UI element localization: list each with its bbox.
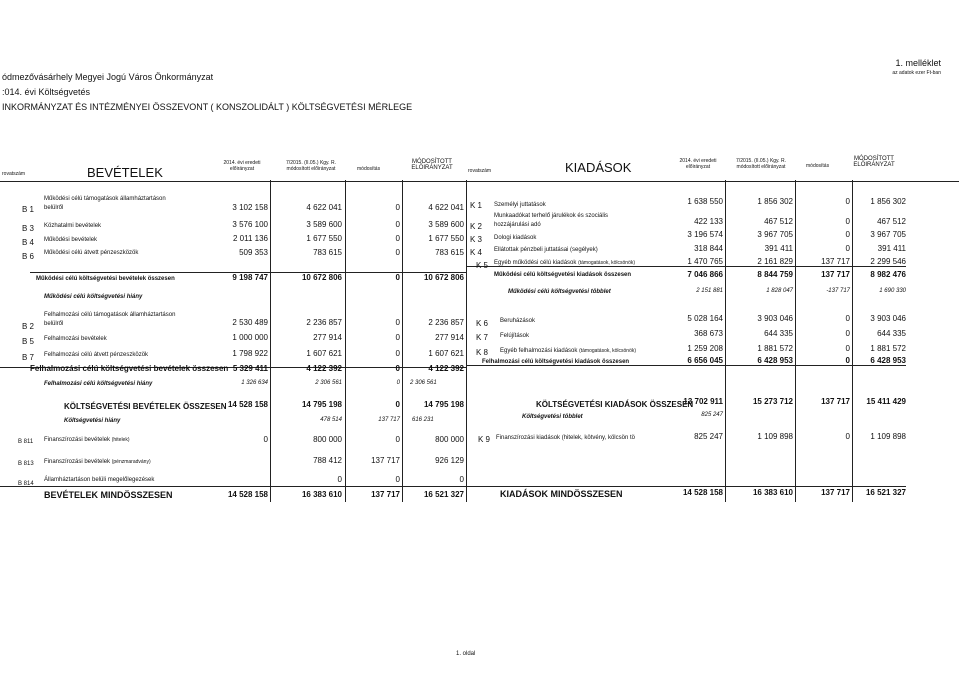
- row-code-b2: B 2: [22, 322, 35, 331]
- op-expense-total-change: 137 717: [821, 270, 850, 279]
- unit-note: az adatok ezer Ft-ban: [892, 70, 941, 76]
- expense-grand-total: 16 521 327: [865, 488, 906, 497]
- b1-total: 4 622 041: [428, 203, 464, 212]
- row-label-k2: Munkaadókat terhelő járulékok és szociális hozzájárulási adó: [494, 213, 609, 228]
- b5-change: 0: [395, 333, 400, 342]
- row-label-b5: Felhalmozási bevételek: [44, 336, 107, 342]
- b811-change: 0: [395, 435, 400, 444]
- row-code-b3: B 3: [22, 224, 35, 233]
- change-header: módosítás: [357, 166, 381, 172]
- budget-surplus-original: 825 247: [701, 412, 723, 418]
- b1-change: 0: [395, 203, 400, 212]
- row-label-b1: Működési célú támogatások államháztartáson belülről: [44, 196, 166, 211]
- b3-total: 3 589 600: [428, 220, 464, 229]
- k5-modified: 2 161 829: [757, 257, 793, 266]
- row-label-b7: Felhalmozási célú átvett pénzeszközök: [44, 352, 149, 358]
- page-number: 1. oldal: [456, 651, 476, 657]
- k7-change: 0: [845, 329, 850, 338]
- op-surplus-change: -137 717: [826, 288, 850, 294]
- b7-total: 1 607 621: [428, 349, 464, 358]
- row-label-b2: Felhalmozási célú támogatások államháztartáson belülről: [44, 312, 176, 327]
- cap-expense-total-change: 0: [845, 356, 850, 365]
- b814-change: 0: [395, 475, 400, 484]
- op-surplus-original: 2 151 881: [696, 288, 723, 294]
- k6-original: 5 028 164: [687, 314, 723, 323]
- b6-total: 783 615: [435, 248, 464, 257]
- budget-deficit-label: Költségvetési hiány: [64, 418, 121, 424]
- b7-change: 0: [395, 349, 400, 358]
- k4-change: 0: [845, 244, 850, 253]
- budget-revenue-total-original: 14 528 158: [227, 400, 268, 409]
- cap-deficit-change: 0: [396, 380, 400, 386]
- budget-deficit-total: 616 231: [412, 417, 434, 423]
- row-label-b4: Működési bevételek: [44, 237, 98, 243]
- row-code-k6: K 6: [476, 319, 489, 328]
- k9-change: 0: [845, 432, 850, 441]
- row-code-k5: K 5: [476, 261, 489, 270]
- cap-deficit-label: Felhalmozási célú költségvetési hiány: [44, 381, 153, 387]
- row-code-b5: B 5: [22, 337, 35, 346]
- row-code-k2: K 2: [470, 222, 483, 231]
- b811-modified: 800 000: [313, 435, 342, 444]
- op-surplus-total: 1 690 330: [879, 288, 906, 294]
- row-label-b3: Közhatalmi bevételek: [44, 223, 102, 229]
- cap-deficit-total: 2 306 561: [410, 380, 437, 386]
- op-surplus-modified: 1 828 047: [766, 288, 793, 294]
- modified-total-header: MÓDOSÍTOTT ELŐIRÁNYZAT: [411, 159, 453, 171]
- k3-change: 0: [845, 230, 850, 239]
- budget-expense-total-modified: 15 273 712: [752, 397, 793, 406]
- revenue-grand-total-change: 137 717: [371, 490, 400, 499]
- row-label-k1: Személyi juttatások: [494, 202, 546, 208]
- expense-grand-total-change: 137 717: [821, 488, 850, 497]
- k3-modified: 3 967 705: [757, 230, 793, 239]
- cap-expense-total-modified: 6 428 953: [757, 356, 793, 365]
- revenue-title: BEVÉTELEK: [87, 165, 163, 180]
- budget-surplus-label: Költségvetési többlet: [522, 414, 583, 420]
- row-label-k4: Ellátottak pénzbeli juttatásai (segélyek): [494, 247, 598, 253]
- budget-expense-total-original: 13 702 911: [683, 397, 723, 406]
- row-label-k9: Finanszírozási kiadások (hitelek, kötvény, kölcsön tö: [496, 435, 635, 441]
- b813-modified: 788 412: [313, 456, 342, 465]
- b6-modified: 783 615: [313, 248, 342, 257]
- row-label-k7: Felújítások: [500, 333, 530, 339]
- op-revenue-total-original: 9 198 747: [232, 273, 268, 282]
- cap-revenue-total-modified: 4 122 392: [306, 364, 342, 373]
- row-label-k6: Beruházások: [500, 318, 536, 324]
- b5-modified: 277 914: [313, 333, 342, 342]
- k5-change: 137 717: [821, 257, 850, 266]
- k7-total: 644 335: [877, 329, 906, 338]
- row-label-b814: Államháztartáson belüli megelőlegezések: [44, 477, 155, 483]
- revenue-grand-total-modified: 16 383 610: [301, 490, 342, 499]
- k2-modified: 467 512: [764, 217, 793, 226]
- annex-label: 1. melléklet: [895, 58, 941, 68]
- cap-expense-total: 6 428 953: [870, 356, 906, 365]
- original-estimate-header: 2014. évi eredeti előirányzat: [223, 160, 261, 172]
- k9-original: 825 247: [694, 432, 723, 441]
- budget-expense-total: 15 411 429: [866, 397, 906, 406]
- k4-modified: 391 411: [764, 244, 793, 253]
- k5-total: 2 299 546: [870, 257, 906, 266]
- cap-expense-total-original: 6 656 045: [687, 356, 723, 365]
- k1-modified: 1 856 302: [757, 197, 793, 206]
- b814-modified: 0: [337, 475, 342, 484]
- row-label-b811: Finanszírozási bevételek (hitelek): [44, 437, 130, 443]
- k6-change: 0: [845, 314, 850, 323]
- row-code-b811: B 811: [18, 439, 34, 445]
- cap-revenue-total-original: 5 329 411: [232, 364, 268, 373]
- budget-deficit-change: 137 717: [378, 417, 400, 423]
- row-label-b813: Finanszírozási bevételek (pénzmaradvány): [44, 459, 151, 465]
- b2-change: 0: [395, 318, 400, 327]
- b7-modified: 1 607 621: [306, 349, 342, 358]
- k1-total: 1 856 302: [870, 197, 906, 206]
- expense-grand-total-modified: 16 383 610: [752, 488, 793, 497]
- expense-grand-total-label: KIADÁSOK MINDÖSSZESEN: [500, 489, 623, 499]
- row-label-k3: Dologi kiadások: [494, 235, 537, 241]
- k1-original: 1 638 550: [687, 197, 723, 206]
- b2-modified: 2 236 857: [306, 318, 342, 327]
- k3-total: 3 967 705: [870, 230, 906, 239]
- cap-revenue-total: 4 122 392: [428, 364, 464, 373]
- b5-original: 1 000 000: [232, 333, 268, 342]
- expense-title: KIADÁSOK: [565, 160, 632, 175]
- revenue-grand-total: 16 521 327: [423, 490, 464, 499]
- expense-grand-total-original: 14 528 158: [682, 488, 723, 497]
- budget-revenue-total-label: KÖLTSÉGVETÉSI BEVÉTELEK ÖSSZESEN: [64, 402, 227, 411]
- b2-original: 2 530 489: [232, 318, 268, 327]
- exp-modified-total-header: MÓDOSÍTOTT ELŐIRÁNYZAT: [853, 156, 895, 168]
- budget-expense-total-label: KÖLTSÉGVETÉSI KIADÁSOK ÖSSZESEN: [536, 400, 694, 409]
- budget-deficit-modified: 478 514: [320, 417, 342, 423]
- b2-total: 2 236 857: [428, 318, 464, 327]
- b811-total: 800 000: [435, 435, 464, 444]
- k4-total: 391 411: [877, 244, 906, 253]
- row-code-k4: K 4: [470, 248, 483, 257]
- b811-original: 0: [263, 435, 268, 444]
- k5-original: 1 470 765: [687, 257, 723, 266]
- op-revenue-total: 10 672 806: [423, 273, 464, 282]
- k6-total: 3 903 046: [870, 314, 906, 323]
- b3-modified: 3 589 600: [306, 220, 342, 229]
- budget-revenue-total: 14 795 198: [423, 400, 464, 409]
- municipality-title: ódmezővásárhely Megyei Jogú Város Önkormányzat: [2, 72, 214, 82]
- row-code-k8: K 8: [476, 348, 489, 357]
- op-expense-total-label: Működési célú költségvetési kiadások összesen: [494, 272, 632, 278]
- b4-original: 2 011 136: [233, 234, 268, 243]
- b1-original: 3 102 158: [232, 203, 268, 212]
- op-revenue-total-modified: 10 672 806: [301, 273, 342, 282]
- op-expense-total-original: 7 046 866: [687, 270, 723, 279]
- row-label-b6: Működési célú átvett pénzeszközök: [44, 250, 139, 256]
- op-deficit-label: Működési célú költségvetési hiány: [44, 294, 143, 300]
- cap-deficit-modified: 2 306 561: [315, 380, 342, 386]
- k3-original: 3 196 574: [687, 230, 723, 239]
- k7-original: 368 673: [694, 329, 723, 338]
- b4-total: 1 677 550: [428, 234, 464, 243]
- k8-total: 1 881 572: [870, 344, 906, 353]
- exp-modified-header: 7/2015. (II.05.) Kgy. R. módosított előirányzat: [736, 158, 786, 170]
- modified-estimate-header: 7/2015. (II.05.) Kgy. R. módosított előirányzat: [286, 160, 336, 172]
- k2-change: 0: [845, 217, 850, 226]
- k8-change: 0: [845, 344, 850, 353]
- row-code-b813: B 813: [18, 461, 34, 467]
- op-expense-total: 8 982 476: [870, 270, 906, 279]
- row-code-b7: B 7: [22, 353, 35, 362]
- row-code-k9: K 9: [478, 435, 491, 444]
- k9-total: 1 109 898: [870, 432, 906, 441]
- cap-revenue-total-label: Felhalmozási célú költségvetési bevételek összesen: [30, 364, 229, 373]
- row-code-k1: K 1: [470, 201, 483, 210]
- op-revenue-total-change: 0: [395, 273, 400, 282]
- b6-change: 0: [395, 248, 400, 257]
- b3-change: 0: [395, 220, 400, 229]
- b814-total: 0: [459, 475, 464, 484]
- b1-modified: 4 622 041: [306, 203, 342, 212]
- row-code-b6: B 6: [22, 252, 35, 261]
- document-title: INKORMÁNYZAT ÉS INTÉZMÉNYEI ÖSSZEVONT ( KONSZOLIDÁLT ) KÖLTSÉGVETÉSI MÉRLEGE: [2, 102, 413, 112]
- k8-modified: 1 881 572: [757, 344, 793, 353]
- b813-total: 926 129: [435, 456, 464, 465]
- row-label-k5: Egyéb működési célú kiadások (támogatások, kölcsönök): [494, 260, 636, 266]
- revenue-grand-total-label: BEVÉTELEK MINDÖSSZESEN: [44, 490, 173, 500]
- k2-total: 467 512: [877, 217, 906, 226]
- k4-original: 318 844: [694, 244, 723, 253]
- budget-revenue-total-change: 0: [395, 400, 400, 409]
- cap-deficit-original: 1 326 634: [241, 380, 268, 386]
- k8-original: 1 259 208: [687, 344, 723, 353]
- b4-change: 0: [395, 234, 400, 243]
- right-code-header: rovatszám: [468, 168, 492, 174]
- row-code-k7: K 7: [476, 333, 489, 342]
- cap-revenue-total-change: 0: [395, 364, 400, 373]
- exp-change-header: módosítás: [806, 163, 830, 169]
- row-code-b814: B 814: [18, 481, 34, 487]
- row-code-b4: B 4: [22, 238, 35, 247]
- k7-modified: 644 335: [764, 329, 793, 338]
- cap-expense-total-label: Felhalmozási célú költségvetési kiadások összesen: [482, 359, 630, 365]
- row-code-b1: B 1: [22, 205, 35, 214]
- revenue-grand-total-original: 14 528 158: [227, 490, 268, 499]
- b7-original: 1 798 922: [232, 349, 268, 358]
- b3-original: 3 576 100: [232, 220, 268, 229]
- k6-modified: 3 903 046: [757, 314, 793, 323]
- row-label-k8: Egyéb felhalmozási kiadások (támogatások, kölcsönök): [500, 348, 637, 354]
- k9-modified: 1 109 898: [757, 432, 793, 441]
- b5-total: 277 914: [435, 333, 464, 342]
- op-revenue-total-label: Működési célú költségvetési bevételek összesen: [36, 276, 175, 282]
- b4-modified: 1 677 550: [306, 234, 342, 243]
- exp-original-header: 2014. évi eredeti előirányzat: [679, 158, 717, 170]
- budget-year-title: :014. évi Költségvetés: [2, 87, 91, 97]
- b813-change: 137 717: [371, 456, 400, 465]
- op-expense-total-modified: 8 844 759: [757, 270, 793, 279]
- op-surplus-label: Működési célú költségvetési többlet: [508, 289, 611, 295]
- k1-change: 0: [845, 197, 850, 206]
- b6-original: 509 353: [239, 248, 268, 257]
- k2-original: 422 133: [694, 217, 723, 226]
- budget-expense-total-change: 137 717: [821, 397, 850, 406]
- budget-revenue-total-modified: 14 795 198: [301, 400, 342, 409]
- row-code-k3: K 3: [470, 235, 483, 244]
- left-code-header: rovatszám: [2, 171, 26, 177]
